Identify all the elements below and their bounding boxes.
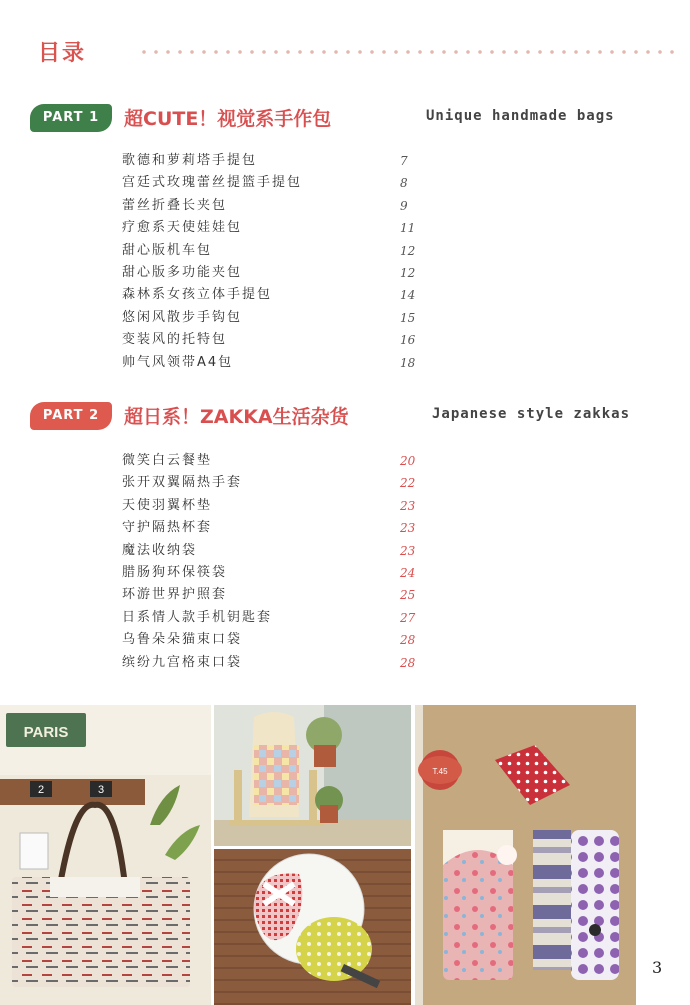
part2-title-en: Japanese style zakkas xyxy=(432,406,631,422)
toc-item-title: 天使羽翼杯垫 xyxy=(122,497,213,513)
toc-item-title: 日系情人款手机钥匙套 xyxy=(122,609,273,625)
toc-item[interactable] xyxy=(122,172,422,194)
part1-badge: PART 1 xyxy=(30,104,112,132)
photo-tote-bag xyxy=(0,705,211,1005)
toc-item-title: 甜心版多功能夹包 xyxy=(122,264,243,280)
toc-item-page: 11 xyxy=(400,221,416,236)
toc-header xyxy=(38,36,678,66)
toc-item[interactable] xyxy=(122,629,422,651)
toc-item-title: 宫廷式玫瑰蕾丝提篮手提包 xyxy=(122,175,303,191)
part2-badge: PART 2 xyxy=(30,402,112,430)
toc-item-page: 12 xyxy=(400,243,416,258)
photo-bunting-bag xyxy=(214,705,411,846)
toc-item-title: 微笑白云餐垫 xyxy=(122,453,213,468)
toc-item-title: 森林系女孩立体手提包 xyxy=(122,287,273,303)
toc-item[interactable] xyxy=(122,217,422,239)
toc-item-title: 缤纷九宫格束口袋 xyxy=(122,654,243,670)
toc-item-page: 8 xyxy=(400,176,408,191)
part2-list xyxy=(122,450,422,674)
part1-title-en: Unique handmade bags xyxy=(426,108,615,124)
spool-label: T.45 xyxy=(432,767,448,776)
photo-pouches xyxy=(415,705,636,1005)
toc-item[interactable] xyxy=(122,307,422,329)
toc-item[interactable] xyxy=(122,240,422,262)
toc-item[interactable] xyxy=(122,195,422,217)
toc-item[interactable] xyxy=(122,472,422,494)
toc-item[interactable] xyxy=(122,495,422,517)
toc-item[interactable] xyxy=(122,450,422,472)
toc-item-title: 悠闲风散步手钩包 xyxy=(122,309,243,325)
toc-item[interactable] xyxy=(122,329,422,351)
toc-item-page: 28 xyxy=(400,633,416,648)
toc-item[interactable] xyxy=(122,607,422,629)
toc-item-page: 18 xyxy=(400,355,416,370)
photo-oven-mitts xyxy=(214,849,411,1005)
hook-label-2: 2 xyxy=(37,784,45,796)
dotted-divider xyxy=(138,50,678,54)
toc-item-title: 腊肠狗环保筷袋 xyxy=(122,564,228,580)
toc-item-page: 7 xyxy=(400,154,408,168)
toc-item[interactable] xyxy=(122,652,422,674)
toc-item-page: 25 xyxy=(400,588,416,603)
toc-item[interactable] xyxy=(122,562,422,584)
toc-item-title: 甜心版机车包 xyxy=(122,242,213,258)
toc-title: 目录 xyxy=(38,41,87,66)
toc-item-page: 23 xyxy=(400,543,416,558)
toc-item-title: 魔法收纳袋 xyxy=(122,542,198,558)
toc-item[interactable] xyxy=(122,262,422,284)
part1-list xyxy=(122,150,422,374)
part2-title: 超日系！ZAKKA生活杂货 xyxy=(124,406,349,428)
hook-label-3: 3 xyxy=(97,784,105,796)
toc-item-page: 23 xyxy=(400,498,416,513)
toc-item-page: 20 xyxy=(400,454,416,468)
toc-item-title: 张开双翼隔热手套 xyxy=(122,475,243,491)
toc-item-page: 15 xyxy=(400,310,416,325)
toc-item-page: 12 xyxy=(400,265,416,280)
part1-title: 超CUTE！视觉系手作包 xyxy=(124,108,332,130)
toc-item-title: 疗愈系天使娃娃包 xyxy=(122,220,243,236)
toc-item-page: 9 xyxy=(400,198,408,213)
toc-item-page: 28 xyxy=(400,655,416,670)
toc-item-title: 环游世界护照套 xyxy=(122,587,228,603)
toc-item[interactable] xyxy=(122,150,422,172)
toc-item-page: 24 xyxy=(400,565,416,580)
toc-item[interactable] xyxy=(122,352,422,374)
paris-sign-text: PARIS xyxy=(23,724,69,741)
page-number: 3 xyxy=(652,958,663,977)
toc-item-title: 帅气风领带A4包 xyxy=(122,354,234,370)
toc-item-title: 歌德和萝莉塔手提包 xyxy=(122,153,258,168)
toc-item[interactable] xyxy=(122,517,422,539)
toc-item[interactable] xyxy=(122,584,422,606)
toc-item-page: 23 xyxy=(400,521,416,536)
toc-item-title: 乌鲁朵朵猫束口袋 xyxy=(122,632,243,648)
toc-item[interactable] xyxy=(122,284,422,306)
toc-item-title: 守护隔热杯套 xyxy=(122,520,213,536)
toc-item-title: 蕾丝折叠长夹包 xyxy=(122,197,228,213)
toc-item[interactable] xyxy=(122,540,422,562)
toc-item-page: 27 xyxy=(400,610,416,625)
toc-item-page: 14 xyxy=(400,288,416,303)
toc-item-title: 变装风的托特包 xyxy=(122,332,228,348)
toc-item-page: 16 xyxy=(400,333,416,348)
toc-item-page: 22 xyxy=(400,476,416,491)
